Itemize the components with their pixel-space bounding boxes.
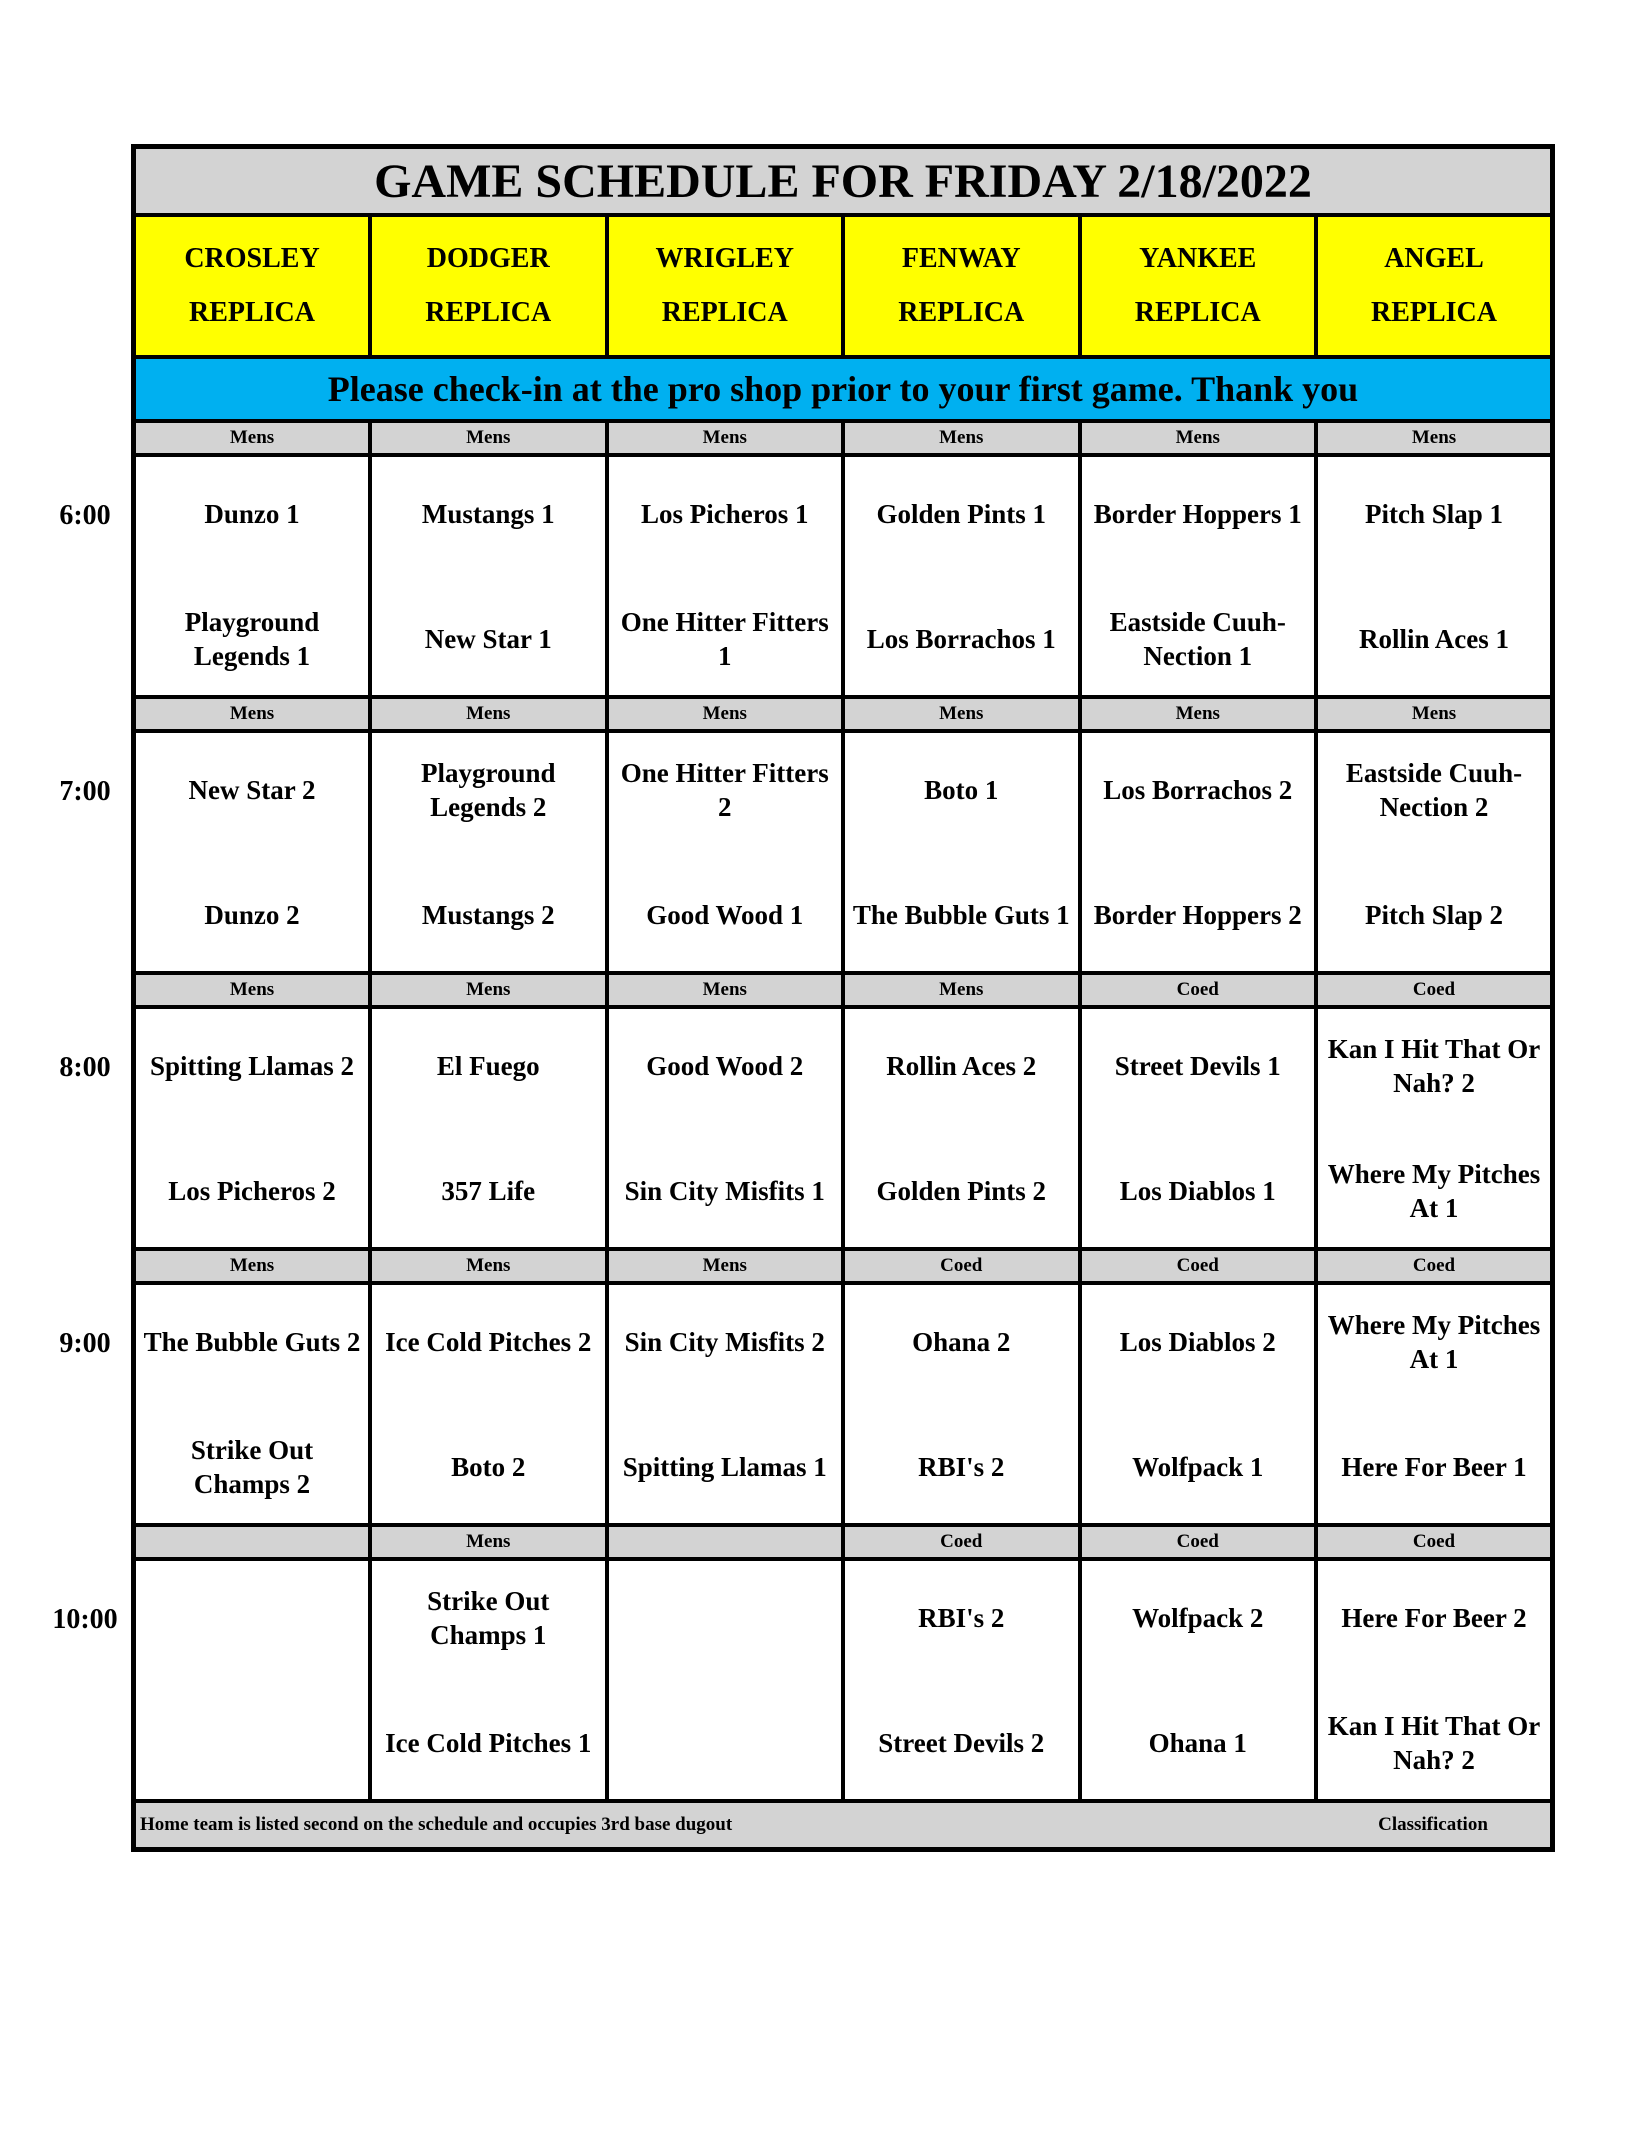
venue-subtitle: REPLICA	[425, 297, 552, 328]
footer-note: Home team is listed second on the schedule and occupies 3rd base dugout	[134, 1801, 1317, 1850]
home-team: Wolfpack 1	[1132, 1451, 1264, 1482]
home-team: Dunzo 2	[204, 899, 300, 930]
classification-cell: Mens	[134, 421, 371, 455]
game-cell	[370, 1283, 607, 1525]
home-team: Kan I Hit That Or Nah? 2	[1327, 1710, 1541, 1775]
classification-cell: Mens	[370, 697, 607, 731]
time-label: 6:00	[59, 499, 111, 531]
venue-subtitle: REPLICA	[188, 297, 315, 328]
home-team: Eastside Cuuh-Nection 1	[1109, 606, 1286, 671]
schedule-table	[131, 144, 1555, 1852]
classification-cell: Coed	[843, 1525, 1080, 1559]
classification-cell: Coed	[843, 1249, 1080, 1283]
away-team: Good Wood 2	[646, 1050, 804, 1081]
classification-cell: Mens	[843, 421, 1080, 455]
away-team: Golden Pints 1	[876, 498, 1047, 529]
classification-cell: Mens	[607, 973, 844, 1007]
home-team	[609, 1680, 842, 1799]
away-team: Border Hoppers 1	[1093, 498, 1302, 529]
game-cell	[607, 1007, 844, 1249]
game-cell	[607, 1283, 844, 1525]
game-cell	[607, 455, 844, 697]
game-cell	[1316, 1559, 1553, 1801]
game-cell	[843, 731, 1080, 973]
home-team: Playground Legends 1	[184, 606, 320, 671]
time-label: 9:00	[59, 1327, 111, 1359]
classification-cell: Mens	[134, 973, 371, 1007]
venue-header-angel	[1316, 215, 1553, 357]
classification-cell	[134, 1525, 371, 1559]
game-cell	[370, 1559, 607, 1801]
away-team: Where My Pitches At 1	[1327, 1309, 1541, 1374]
classification-cell: Mens	[370, 421, 607, 455]
away-team: Dunzo 1	[204, 498, 300, 529]
game-cell	[843, 1283, 1080, 1525]
game-cell	[370, 1007, 607, 1249]
home-team: Here For Beer 1	[1341, 1451, 1527, 1482]
venue-header-dodger	[370, 215, 607, 357]
home-team: Where My Pitches At 1	[1327, 1158, 1541, 1223]
classification-row	[134, 421, 1553, 455]
classification-cell: Mens	[370, 973, 607, 1007]
check-in-notice: Please check-in at the pro shop prior to your first game. Thank you	[134, 357, 1553, 421]
home-team: One Hitter Fitters 1	[620, 606, 829, 671]
game-cell	[134, 1559, 371, 1801]
home-team: Strike Out Champs 2	[190, 1434, 314, 1499]
home-team: The Bubble Guts 1	[852, 899, 1070, 930]
classification-row	[134, 697, 1553, 731]
classification-cell: Mens	[370, 1525, 607, 1559]
classification-cell: Coed	[1080, 973, 1317, 1007]
home-team	[136, 1680, 368, 1799]
game-cell	[1316, 731, 1553, 973]
classification-cell: Mens	[1316, 697, 1553, 731]
venue-name: CROSLEY	[184, 243, 320, 274]
home-team: Mustangs 2	[421, 899, 555, 930]
game-cell	[1316, 1283, 1553, 1525]
venue-name: WRIGLEY	[655, 243, 794, 274]
time-label: 7:00	[59, 775, 111, 807]
away-team: Kan I Hit That Or Nah? 2	[1327, 1033, 1541, 1098]
game-cell	[1080, 1007, 1317, 1249]
classification-row	[134, 973, 1553, 1007]
game-cell	[134, 1007, 371, 1249]
classification-cell: Mens	[607, 697, 844, 731]
venue-name: YANKEE	[1139, 243, 1257, 274]
away-team	[609, 1561, 842, 1680]
classification-cell: Mens	[1080, 421, 1317, 455]
game-cell	[1080, 731, 1317, 973]
home-team: Golden Pints 2	[876, 1175, 1047, 1206]
game-row	[134, 455, 1553, 697]
classification-cell: Mens	[134, 697, 371, 731]
away-team: Ohana 2	[912, 1326, 1011, 1357]
venue-header-crosley	[134, 215, 371, 357]
time-label: 8:00	[59, 1051, 111, 1083]
classification-legend: Classification	[1316, 1801, 1553, 1850]
game-row	[134, 1283, 1553, 1525]
away-team: Street Devils 1	[1114, 1050, 1281, 1081]
away-team: New Star 2	[188, 774, 316, 805]
home-team: Sin City Misfits 1	[624, 1175, 825, 1206]
game-cell	[370, 455, 607, 697]
game-cell	[1316, 455, 1553, 697]
home-team: Ice Cold Pitches 1	[385, 1727, 592, 1758]
classification-cell: Mens	[134, 1249, 371, 1283]
away-team: Strike Out Champs 1	[427, 1585, 550, 1650]
game-cell	[134, 1283, 371, 1525]
away-team: Wolfpack 2	[1132, 1602, 1264, 1633]
classification-cell: Mens	[843, 697, 1080, 731]
away-team: El Fuego	[436, 1050, 540, 1081]
venue-name: ANGEL	[1384, 243, 1484, 274]
away-team: RBI's 2	[918, 1602, 1005, 1633]
game-cell	[134, 731, 371, 973]
away-team: Boto 1	[924, 774, 999, 805]
home-team: Los Borrachos 1	[866, 623, 1056, 654]
venue-header-yankee	[1080, 215, 1317, 357]
time-label: 10:00	[52, 1603, 118, 1635]
away-team: Los Picheros 1	[641, 498, 809, 529]
venue-subtitle: REPLICA	[1370, 297, 1497, 328]
home-team: New Star 1	[424, 623, 552, 654]
game-cell	[1080, 455, 1317, 697]
home-team: RBI's 2	[918, 1451, 1005, 1482]
classification-cell: Mens	[843, 973, 1080, 1007]
home-team: Los Diablos 1	[1119, 1175, 1276, 1206]
game-cell	[843, 455, 1080, 697]
away-team: One Hitter Fitters 2	[620, 757, 829, 822]
game-cell	[607, 1559, 844, 1801]
game-cell	[1080, 1283, 1317, 1525]
away-team: Ice Cold Pitches 2	[385, 1326, 592, 1357]
classification-cell	[607, 1525, 844, 1559]
away-team: Pitch Slap 1	[1364, 498, 1504, 529]
classification-row	[134, 1249, 1553, 1283]
away-team: The Bubble Guts 2	[143, 1326, 361, 1357]
home-team: Los Picheros 2	[168, 1175, 336, 1206]
home-team: 357 Life	[441, 1175, 536, 1206]
game-row	[134, 731, 1553, 973]
game-cell	[843, 1559, 1080, 1801]
game-cell	[370, 731, 607, 973]
game-cell	[1080, 1559, 1317, 1801]
classification-cell: Coed	[1316, 1249, 1553, 1283]
away-team: Sin City Misfits 2	[624, 1326, 825, 1357]
away-team: Los Borrachos 2	[1103, 774, 1293, 805]
away-team	[136, 1561, 368, 1680]
home-team: Boto 2	[451, 1451, 526, 1482]
venue-name: DODGER	[426, 243, 550, 274]
game-cell	[1316, 1007, 1553, 1249]
away-team: Playground Legends 2	[420, 757, 556, 822]
away-team: Spitting Llamas 2	[149, 1050, 355, 1081]
classification-cell: Coed	[1080, 1249, 1317, 1283]
home-team: Border Hoppers 2	[1093, 899, 1302, 930]
away-team: Here For Beer 2	[1341, 1602, 1527, 1633]
home-team: Street Devils 2	[878, 1727, 1045, 1758]
page-title: GAME SCHEDULE FOR FRIDAY 2/18/2022	[134, 147, 1553, 216]
away-team: Eastside Cuuh-Nection 2	[1345, 757, 1523, 822]
home-team: Rollin Aces 1	[1358, 623, 1509, 654]
away-team: Mustangs 1	[421, 498, 555, 529]
classification-cell: Mens	[607, 1249, 844, 1283]
classification-row	[134, 1525, 1553, 1559]
classification-cell: Coed	[1316, 1525, 1553, 1559]
venue-subtitle: REPLICA	[1134, 297, 1261, 328]
game-cell	[134, 455, 371, 697]
classification-cell: Mens	[607, 421, 844, 455]
away-team: Rollin Aces 2	[886, 1050, 1037, 1081]
home-team: Spitting Llamas 1	[622, 1451, 827, 1482]
game-row	[134, 1559, 1553, 1801]
classification-cell: Mens	[370, 1249, 607, 1283]
home-team: Ohana 1	[1148, 1727, 1247, 1758]
classification-cell: Mens	[1316, 421, 1553, 455]
venue-subtitle: REPLICA	[898, 297, 1025, 328]
game-row	[134, 1007, 1553, 1249]
away-team: Los Diablos 2	[1119, 1326, 1276, 1357]
game-cell	[607, 731, 844, 973]
venue-header-wrigley	[607, 215, 844, 357]
classification-cell: Coed	[1080, 1525, 1317, 1559]
venue-header-fenway	[843, 215, 1080, 357]
game-cell	[843, 1007, 1080, 1249]
home-team: Pitch Slap 2	[1364, 899, 1504, 930]
venue-subtitle: REPLICA	[661, 297, 788, 328]
venue-name: FENWAY	[901, 243, 1021, 274]
classification-cell: Mens	[1080, 697, 1317, 731]
classification-cell: Coed	[1316, 973, 1553, 1007]
home-team: Good Wood 1	[646, 899, 804, 930]
